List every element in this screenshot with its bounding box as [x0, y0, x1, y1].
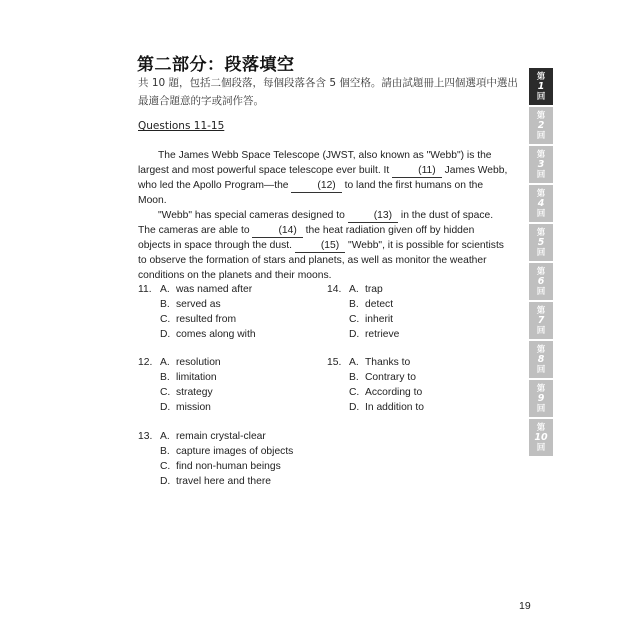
option-row — [138, 297, 308, 312]
tab-label-bottom: 回 — [536, 403, 546, 414]
tab-label-bottom: 回 — [536, 325, 546, 336]
option-text: comes along with — [176, 329, 256, 340]
tab-round-6[interactable] — [529, 263, 553, 300]
tab-label-top: 第 — [536, 422, 546, 433]
option-letter: C. — [160, 314, 171, 325]
option-text: strategy — [176, 387, 213, 398]
instructions: 共 10 題，包括二個段落，每個段落各含 5 個空格。請由試題冊上四個選項中選出最適合題意的字或詞作答。 — [138, 77, 518, 107]
option-text: capture images of objects — [176, 446, 294, 457]
question-12 — [138, 355, 308, 415]
option-row — [138, 459, 308, 474]
tab-round-4[interactable] — [529, 185, 553, 222]
tab-label-top: 第 — [536, 110, 546, 121]
option-text: detect — [365, 299, 394, 310]
tab-round-8[interactable] — [529, 341, 553, 378]
tab-label-bottom: 回 — [536, 130, 546, 141]
passage-text: to land the first humans on the Moon. — [138, 180, 484, 206]
tab-label-top: 第 — [536, 266, 546, 277]
tab-label-bottom: 回 — [536, 247, 546, 258]
option-letter: D. — [349, 329, 360, 340]
option-letter: A. — [160, 357, 170, 368]
option-row — [138, 444, 308, 459]
option-text: remain crystal-clear — [176, 431, 266, 442]
option-letter: B. — [160, 372, 170, 383]
option-letter: D. — [349, 402, 360, 413]
option-letter: B. — [349, 299, 359, 310]
option-letter: D. — [160, 329, 171, 340]
tab-round-7[interactable] — [529, 302, 553, 339]
option-letter: C. — [160, 461, 171, 472]
tab-label-bottom: 回 — [536, 208, 546, 219]
question-number: 12. — [138, 357, 153, 368]
tab-label-top: 第 — [536, 71, 546, 82]
tab-label-bottom: 回 — [536, 169, 546, 180]
option-row — [138, 312, 308, 327]
option-row — [327, 385, 497, 400]
tab-round-1[interactable] — [529, 68, 553, 105]
option-letter: D. — [160, 402, 171, 413]
tab-round-9[interactable] — [529, 380, 553, 417]
tab-number: 2 — [537, 119, 545, 131]
passage-text: "Webb" has special cameras designed to — [158, 210, 345, 221]
option-row — [138, 400, 308, 415]
option-text: Thanks to — [365, 357, 411, 368]
option-text: resolution — [176, 357, 221, 368]
option-row — [327, 355, 497, 370]
tab-number: 4 — [537, 197, 545, 209]
tab-label-bottom: 回 — [536, 91, 546, 102]
option-text: mission — [176, 402, 211, 413]
page-number: 19 — [519, 600, 531, 612]
option-text: In addition to — [365, 402, 424, 413]
option-text: limitation — [176, 372, 217, 383]
option-row — [327, 400, 497, 415]
passage-text: the heat radiation given off by hidden objects in space through the dust. — [138, 225, 475, 251]
option-text: According to — [365, 387, 423, 398]
option-text: trap — [365, 284, 383, 295]
option-text: travel here and there — [176, 476, 272, 487]
tab-label-bottom: 回 — [536, 286, 546, 297]
option-letter: C. — [349, 314, 360, 325]
question-number: 14. — [327, 284, 342, 295]
blank-14: (14) — [252, 225, 302, 238]
option-letter: B. — [160, 299, 170, 310]
option-text: was named after — [176, 284, 253, 295]
option-letter: A. — [349, 357, 359, 368]
tab-label-top: 第 — [536, 188, 546, 199]
questions-heading: Questions 11-15 — [138, 120, 225, 132]
passage-text: James Webb, who led the Apollo Program—the — [138, 165, 508, 191]
tab-round-10[interactable] — [529, 419, 553, 456]
option-row — [138, 474, 308, 489]
option-text: find non-human beings — [176, 461, 281, 472]
option-letter: D. — [160, 476, 171, 487]
question-15 — [327, 355, 497, 415]
tab-label-top: 第 — [536, 383, 546, 394]
option-letter: B. — [349, 372, 359, 383]
option-letter: C. — [349, 387, 360, 398]
option-text: Contrary to — [365, 372, 416, 383]
option-letter: A. — [160, 284, 170, 295]
question-number: 11. — [138, 284, 152, 295]
option-row — [327, 370, 497, 385]
blank-11: (11) — [392, 165, 442, 178]
option-row — [327, 312, 497, 327]
question-number: 13. — [138, 431, 153, 442]
option-row — [327, 297, 497, 312]
tab-round-2[interactable] — [529, 107, 553, 144]
option-text: served as — [176, 299, 221, 310]
option-text: retrieve — [365, 329, 400, 340]
passage-paragraph-2 — [138, 208, 508, 283]
tab-round-3[interactable] — [529, 146, 553, 183]
option-letter: A. — [349, 284, 359, 295]
passage-text: "Webb", it is possible for scientists to observe the formation of stars and planets, as well as monitor the weather conditions on the planets and their moons. — [138, 240, 504, 281]
tab-label-top: 第 — [536, 149, 546, 160]
passage-text: The James Webb Space Telescope (JWST, also known as "Webb") is the largest and most powerful space telescope ever built. It — [138, 150, 492, 176]
tab-label-bottom: 回 — [536, 442, 546, 453]
section-title: 第二部分：段落填空 — [137, 55, 295, 75]
option-row — [138, 355, 308, 370]
option-letter: A. — [160, 431, 170, 442]
option-row — [327, 282, 497, 297]
tab-label-top: 第 — [536, 344, 546, 355]
tab-label-top: 第 — [536, 227, 546, 238]
tab-number: 5 — [537, 236, 545, 248]
blank-13: (13) — [348, 210, 398, 223]
tab-number: 10 — [534, 431, 548, 443]
reading-passage — [138, 148, 508, 283]
option-letter: C. — [160, 387, 171, 398]
tab-number: 7 — [537, 314, 545, 326]
passage-text: in the dust of space. The cameras are able to — [138, 210, 494, 236]
option-letter: B. — [160, 446, 170, 457]
tab-number: 3 — [537, 158, 545, 170]
option-row — [138, 327, 308, 342]
tab-number: 8 — [537, 353, 545, 365]
question-14 — [327, 282, 497, 342]
option-row — [327, 327, 497, 342]
tab-label-bottom: 回 — [536, 364, 546, 375]
question-13 — [138, 429, 308, 489]
tab-round-5[interactable] — [529, 224, 553, 261]
tab-number: 1 — [537, 80, 545, 92]
option-text: resulted from — [176, 314, 237, 325]
blank-12: (12) — [291, 180, 341, 193]
tab-label-top: 第 — [536, 305, 546, 316]
option-row — [138, 370, 308, 385]
question-number: 15. — [327, 357, 342, 368]
tab-number: 6 — [537, 275, 545, 287]
option-row — [138, 385, 308, 400]
passage-paragraph-1 — [138, 148, 508, 208]
option-row — [138, 282, 308, 297]
tab-number: 9 — [537, 392, 545, 404]
question-11 — [138, 282, 308, 342]
blank-15: (15) — [295, 240, 345, 253]
option-text: inherit — [365, 314, 394, 325]
option-row — [138, 429, 308, 444]
chapter-tabs — [529, 68, 553, 458]
